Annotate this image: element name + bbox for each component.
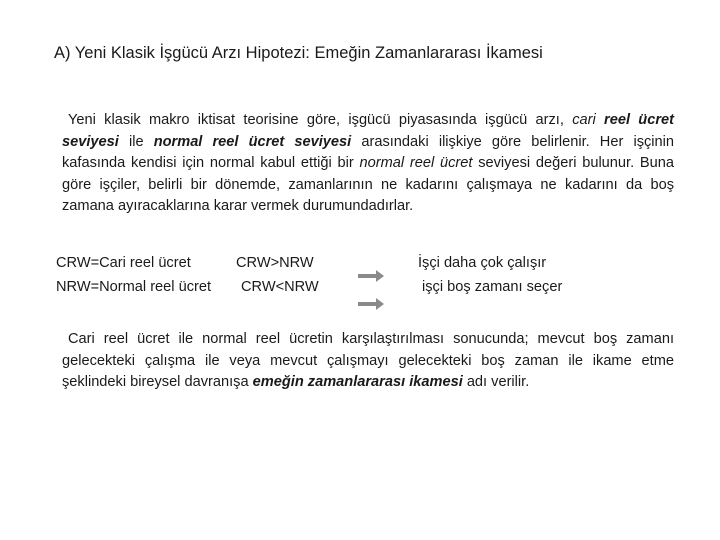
para2-term-ikame: emeğin zamanlararası ikamesi <box>252 374 463 391</box>
para1-text-1: Yeni klasik makro iktisat teorisine göre, işgücü piyasasında işgücü arzı, <box>68 112 564 128</box>
result-leisure: işçi boş zamanı seçer <box>422 279 563 295</box>
arrows-group <box>356 266 386 316</box>
para1-term-normal-reel: normal reel ücret seviyesi <box>153 133 352 150</box>
rule-row <box>56 275 346 299</box>
arrow-right-icon <box>358 298 384 310</box>
rule-row <box>56 251 346 275</box>
result-more-work: İşçi daha çok çalışır <box>418 255 547 271</box>
para1-text-ile: ile <box>128 133 144 150</box>
intro-paragraph <box>62 110 674 218</box>
rule-label-crw: CRW=Cari reel ücret <box>56 255 191 271</box>
page-title: A) Yeni Klasik İşgücü Arzı Hipotezi: Emeğin Zamanlararası İkamesi <box>54 44 543 62</box>
conclusion-paragraph <box>62 329 674 394</box>
rule-comparison-lt: CRW<NRW <box>241 279 319 295</box>
para1-term-cari: cari <box>572 112 596 128</box>
para2-text-2: adı verilir. <box>466 374 530 391</box>
rule-label-nrw: NRW=Normal reel ücret <box>56 279 212 295</box>
rules-list <box>56 251 346 299</box>
rule-comparison-gt: CRW>NRW <box>236 255 314 271</box>
results-list <box>418 251 562 299</box>
para1-term-reel-ucret: reel ücret seviyesi <box>62 112 674 150</box>
para1-term-normal-reel-ucret: normal reel ücret <box>359 155 473 172</box>
para1-text-3: seviyesi değeri bulunur. Buna göre işçiler, belirli bir dönemde, zamanlarının ne kadarını çalışmaya ne kadarını da boş zamana ayıracaklarına karar vermek durumundadırlar. <box>62 155 674 215</box>
para2-text-1: Cari reel ücret ile normal reel ücretin karşılaştırılması sonucunda; mevcut boş zamanı gelecekteki çalışma ile veya mevcut çalışmayı gelecekteki boş zaman ile ikame etme şeklindeki bireysel davranışa <box>62 331 674 391</box>
arrow-right-icon <box>358 270 384 282</box>
para1-text-2: arasındaki ilişkiye göre belirlenir. Her işçinin kafasında kendisi için normal kabul ettiği bir <box>62 133 675 172</box>
